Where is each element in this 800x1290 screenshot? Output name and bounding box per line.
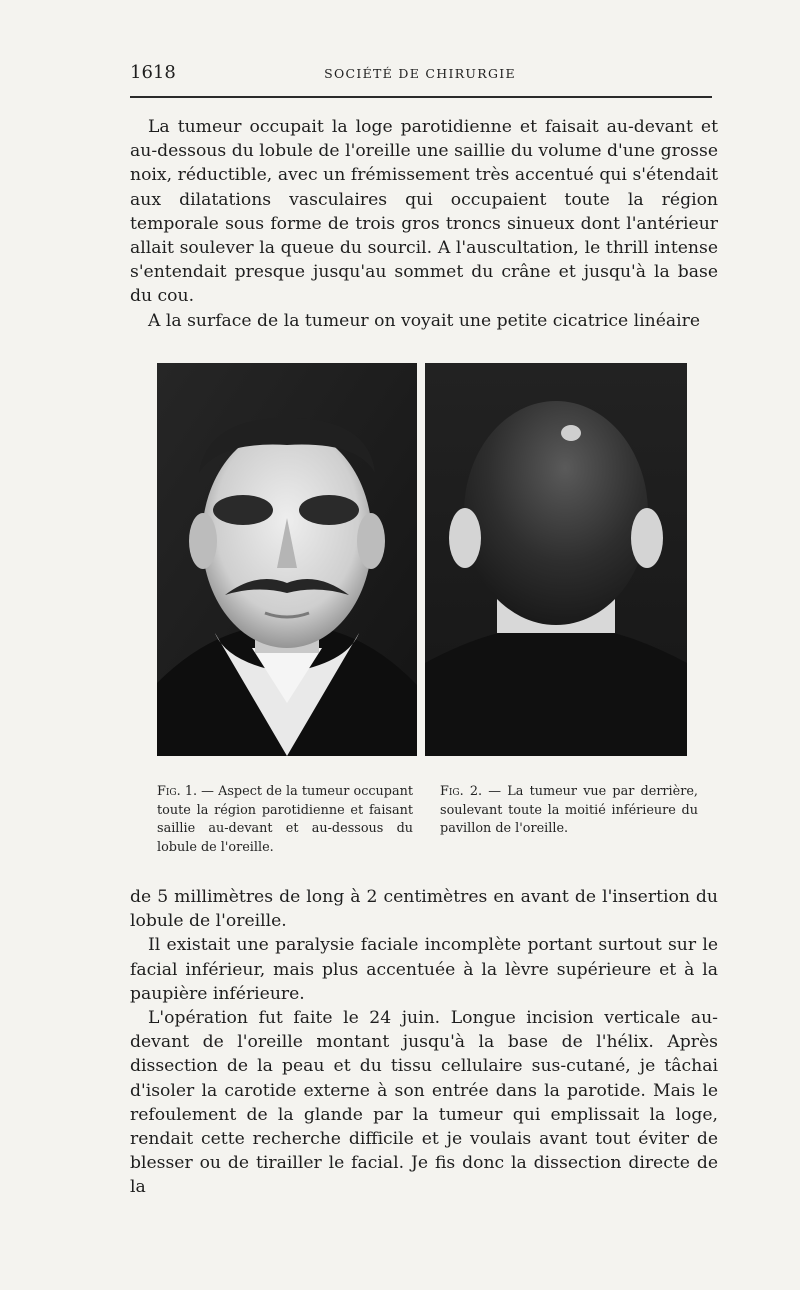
paragraph: L'opération fut faite le 24 juin. Longue incision verticale au-devant de l'oreille montant jusqu'à la base de l'hélix. Après dissection de la peau et du tissu cellulaire sus-cutané, je tâchai d'isoler la carotide externe à son entrée dans la parotide. Mais le refoulement de la glande par la tumeur qui emplissait la loge, rendait cette recherche difficile et je voulais avant tout éviter de blesser ou de tirailler le facial. Je fis donc la dissection directe de la [130,1008,718,1198]
figure-label: Fig. 2. [440,784,483,799]
page-header [130,62,710,84]
body-text-top [130,115,718,333]
paragraph: A la surface de la tumeur on voyait une petite cicatrice linéaire [148,310,700,331]
figure-2-photo [425,363,687,756]
figure-1-photo [157,363,417,756]
figure-2-caption [440,783,698,839]
header-rule [130,96,712,98]
paragraph: La tumeur occupait la loge parotidienne et faisait au-devant et au-dessous du lobule de l'oreille une saillie du volume d'une grosse noix, réductible, avec un frémissement très accentué qui s'étendait aux dilatations vasculaires qui occupaient toute la région temporale sous forme de trois gros troncs sinueux dont l'antérieur allait soulever la queue du sourcil. A l'auscultation, le thrill intense s'entendait presque jusqu'au sommet du crâne et jusqu'à la base du cou. [130,117,718,307]
figure-1-caption [157,783,413,857]
portrait-front-image [157,363,417,756]
portrait-back-image [425,363,687,756]
figure-label: Fig. 1. [157,784,198,799]
paragraph: de 5 millimètres de long à 2 centimètres en avant de l'insertion du lobule de l'oreille. [130,887,718,932]
body-text-bottom [130,885,718,1200]
page-number: 1618 [130,62,176,83]
paragraph: Il existait une paralysie faciale incomplète portant surtout sur le facial inférieur, mais plus accentuée à la lèvre supérieure et à la paupière inférieure. [130,935,718,1004]
running-title: SOCIÉTÉ DE CHIRURGIE [324,66,516,81]
caption-text: — La tumeur vue par derrière, soulevant toute la moitié inférieure du pavillon de l'oreille. [440,784,698,837]
caption-text: — Aspect de la tumeur occupant toute la région parotidienne et faisant saillie au-devant et au-dessous du lobule de l'oreille. [157,784,413,855]
